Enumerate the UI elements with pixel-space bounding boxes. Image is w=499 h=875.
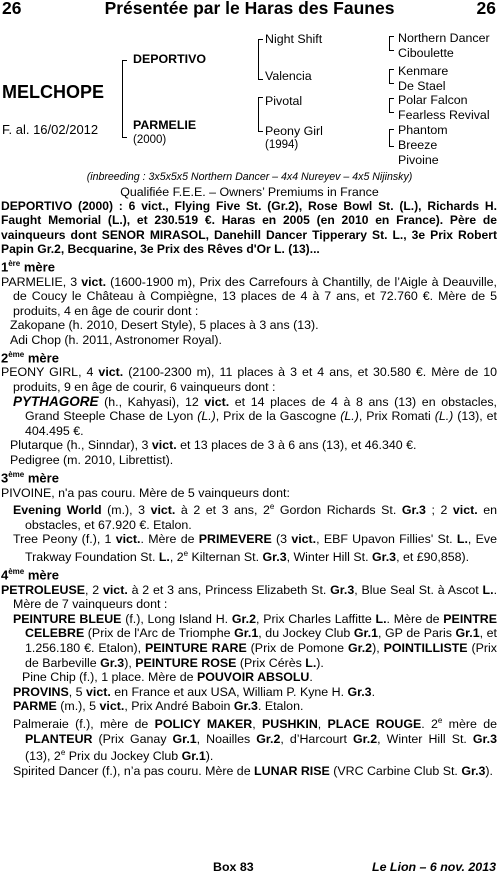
bracket-ss — [389, 36, 394, 51]
page-title: Présentée par le Haras des Faunes — [104, 0, 395, 18]
footer-source: Le Lion – 6 nov. 2013 — [372, 860, 496, 874]
bracket-sire — [258, 39, 263, 80]
bracket-sd — [389, 69, 394, 84]
page-footer — [0, 860, 499, 875]
sire-dam-dam: De Stael — [398, 79, 446, 93]
dam-name: PARMELIE — [133, 118, 197, 132]
pedigree-table — [0, 28, 499, 170]
level-fourth-dam: 4ème mère — [1, 566, 59, 583]
dam-year: (2000) — [133, 134, 167, 146]
fourth-dam-entry: PETROLEUSE, 2 vict. à 2 et 3 ans, Princess Elizabeth St. Gr.3, Blue Seal St. à Ascot L.. Mère de 7 vainqueurs dont : — [1, 582, 498, 612]
bracket-dam — [258, 97, 263, 132]
page-header — [0, 0, 499, 22]
produce-pythagore: PYTHAGORE (h., Kahyasi), 12 vict. et 14 places de 4 à 8 ans (13) en obstacles, Grand Steeple Chase de Lyon (L.), Prix de la Gascogne (L.), Prix Romati (L.) (13), et 404.495 €. — [13, 393, 498, 438]
inbreeding-note: (inbreeding : 3x5x5x5 Northern Dancer – 4x4 Nureyev – 4x5 Nijinsky) — [86, 171, 413, 183]
dam-sire-dam: Fearless Revival — [398, 108, 490, 122]
first-dam-entry: PARMELIE, 3 vict. (1600-1900 m), Prix des Carrefours à Chantilly, de l’Aigle à Deauville, de Coucy le Château à Compiègne, 13 places de 4 à 7 ans, et 72.760 €. Mère de 5 produits, 4 en âge de courir dont : — [1, 274, 497, 318]
produce-pine-chip: Pine Chip (f.), 1 place. Mère de POUVOIR ABSOLU. — [22, 670, 313, 685]
level-second-dam: 2ème mère — [1, 349, 59, 365]
box-number: Box 83 — [213, 860, 254, 874]
produce-palmeraie: Palmeraie (f.), mère de POLICY MAKER, PUSHKIN, PLACE ROUGE. 2e mère de PLANTEUR (Prix Ganay Gr.1, Noailles Gr.2, d’Harcourt Gr.2, Winter Hill St. Gr.3 (13), 2e Prix du Jockey Club Gr.1). — [13, 716, 497, 764]
produce-evening-world: Evening World (m.), 3 vict. à 2 et 3 ans, 2e Gordon Richards St. Gr.3 ; 2 vict. en obstacles, et 67.920 €. Etalon. — [13, 502, 497, 532]
third-dam-entry: PIVOINE, n'a pas couru. Mère de 5 vainqueurs dont: — [1, 485, 290, 500]
qualification: Qualifiée F.E.E. – Owners’ Premiums in France — [120, 185, 379, 199]
produce-adi-chop: Adi Chop (h. 2011, Astronomer Royal). — [10, 332, 222, 347]
dam-dam-extra: Pivoine — [398, 153, 439, 167]
catalogue-text — [1, 199, 497, 779]
produce-plutarque: Plutarque (h., Sinndar), 3 vict. et 13 places de 3 à 6 ans (13), et 46.340 €. — [10, 438, 417, 453]
dam-dam: Peony Girl — [265, 124, 323, 138]
bracket-ds — [389, 98, 394, 113]
produce-zakopane: Zakopane (h. 2010, Desert Style), 5 places à 3 ans (13). — [10, 318, 319, 333]
sire-paragraph: DEPORTIVO (2000) : 6 vict., Flying Five St. (Gr.2), Rose Bowl St. (L.), Richards H. Faught Memorial (L.), et 230.519 €. Haras en 2005 (en 2010 en France). Père de vainqueurs dont SENOR MIRASOL, Danehill Dancer Tipperary St. L., 3e Prix Robert Papin Gr.2, Becquarine, 3e Prix des Rêves d'Or L. (13)... — [1, 199, 497, 257]
dam-sire: Pivotal — [265, 94, 303, 108]
dam-dam-sire: Phantom — [398, 123, 448, 137]
horse-name: MELCHOPE — [2, 82, 105, 102]
sire-dam-sire: Kenmare — [398, 64, 449, 78]
dam-dam-dam: Breeze — [398, 138, 438, 152]
second-dam-entry: PEONY GIRL, 4 vict. (2100-2300 m), 11 places à 3 et 4 ans, et 30.580 €. Mère de 10 produits, 9 en âge de courir, 6 vainqueurs dont : — [1, 365, 497, 395]
produce-pedigree: Pedigree (m. 2010, Librettist). — [10, 453, 174, 467]
level-third-dam: 3ème mère — [1, 469, 59, 485]
sire-dam: Valencia — [265, 69, 312, 83]
dam-sire-sire: Polar Falcon — [398, 93, 468, 107]
sire-sire-sire: Northern Dancer — [398, 31, 490, 45]
produce-peinture-bleue: PEINTURE BLEUE (f.), Long Island H. Gr.2, Prix Charles Laffitte L.. Mère de PEINTRE CELEBRE (Prix de l'Arc de Triomphe Gr.1, du Jockey Club Gr.1, GP de Paris Gr.1, et 1.256.180 €. Etalon), PEINTURE RARE (Prix de Pomone Gr.2), POINTILLISTE (Prix de Barbeville Gr.3), PEINTURE ROSE (Prix Cérès L.). — [13, 611, 497, 670]
page-number-right: 26 — [476, 0, 496, 18]
produce-tree-peony: Tree Peony (f.), 1 vict.. Mère de PRIMEVERE (3 vict., EBF Upavon Fillies' St. L., Eve Trakway Foundation St. L., 2e Kilternan St. Gr.3, Winter Hill St. Gr.3, et £90,858). — [13, 532, 497, 565]
sire-sire-dam: Ciboulette — [398, 46, 454, 60]
produce-spirited-dancer: Spirited Dancer (f.), n’a pas couru. Mère de LUNAR RISE (VRC Carbine Club St. Gr.3). — [13, 764, 493, 779]
level-first-dam: 1ère mère — [1, 258, 55, 274]
bracket-gen1 — [122, 60, 127, 138]
page-number-left: 26 — [2, 0, 22, 18]
sire-name: DEPORTIVO — [133, 52, 206, 66]
dam-dam-year: (1994) — [265, 139, 299, 151]
bracket-dd — [389, 129, 394, 147]
produce-parme: PARME (m.), 5 vict., Prix André Baboin Gr.3. Etalon. — [13, 699, 304, 714]
sire-sire: Night Shift — [265, 32, 323, 46]
produce-provins: PROVINS, 5 vict. en France et aux USA, William P. Kyne H. Gr.3. — [13, 684, 376, 699]
horse-info: F. al. 16/02/2012 — [2, 122, 99, 137]
